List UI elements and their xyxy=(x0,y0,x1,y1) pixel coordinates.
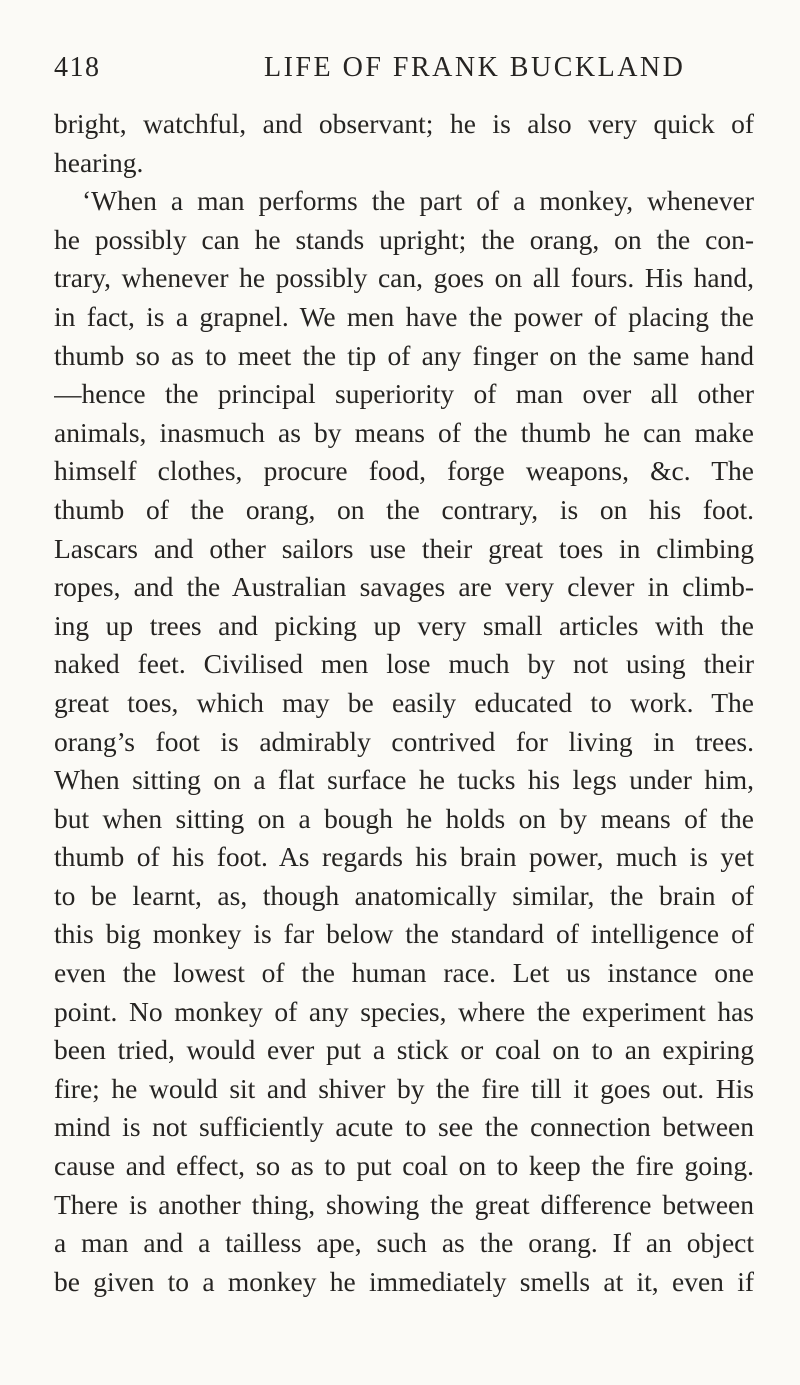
text-line: ‘When a man performs the part of a monkey, whenever xyxy=(82,185,754,217)
text-line: thumb of his foot. As regards his brain power, much is yet xyxy=(54,841,754,873)
text-line: Lascars and other sailors use their great toes in climbing xyxy=(54,532,754,564)
text-line: been tried, would ever put a stick or coal on to an expiring xyxy=(54,1034,754,1066)
text-line: naked feet. Civilised men lose much by not using their xyxy=(54,648,754,680)
text-line: When sitting on a flat surface he tucks his legs under him, xyxy=(54,764,754,796)
text-line: fire; he would sit and shiver by the fire till it goes out. His xyxy=(54,1072,754,1104)
text-line: ropes, and the Australian savages are very clever in climb- xyxy=(54,571,754,603)
text-line: but when sitting on a bough he holds on by means of the xyxy=(54,802,754,834)
text-line: thumb so as to meet the tip of any finger on the same hand xyxy=(54,339,754,371)
text-line: even the lowest of the human race. Let us instance one xyxy=(54,957,754,989)
text-line: be given to a monkey he immediately smells at it, even if xyxy=(54,1265,754,1297)
text-line: mind is not sufficiently acute to see the connection between xyxy=(54,1111,754,1143)
text-line: cause and effect, so as to put coal on to keep the fire going. xyxy=(54,1150,754,1182)
text-line: to be learnt, as, though anatomically similar, the brain of xyxy=(54,879,754,911)
page-header xyxy=(54,52,754,86)
body-text xyxy=(54,105,754,1301)
text-line: trary, whenever he possibly can, goes on all fours. His hand, xyxy=(54,262,754,294)
text-line: a man and a tailless ape, such as the orang. If an object xyxy=(54,1227,754,1259)
page-number: 418 xyxy=(54,52,101,83)
text-line: orang’s foot is admirably contrived for living in trees. xyxy=(54,725,754,757)
text-line: this big monkey is far below the standard of intelligence of xyxy=(54,918,754,950)
text-line: hearing. xyxy=(54,146,144,178)
text-line: point. No monkey of any species, where the experiment has xyxy=(54,995,754,1027)
text-line: ing up trees and picking up very small articles with the xyxy=(54,609,754,641)
text-line: great toes, which may be easily educated to work. The xyxy=(54,686,754,718)
text-line: —hence the principal superiority of man over all other xyxy=(54,378,754,410)
text-line: animals, inasmuch as by means of the thumb he can make xyxy=(54,416,754,448)
text-line: There is another thing, showing the great difference between xyxy=(54,1188,754,1220)
text-line: in fact, is a grapnel. We men have the power of placing the xyxy=(54,300,754,332)
text-line: he possibly can he stands upright; the orang, on the con- xyxy=(54,223,754,255)
running-title: LIFE OF FRANK BUCKLAND xyxy=(264,52,686,83)
text-line: bright, watchful, and observant; he is also very quick of xyxy=(54,108,754,139)
text-line: himself clothes, procure food, forge weapons, &c. The xyxy=(54,455,754,487)
text-line: thumb of the orang, on the contrary, is on his foot. xyxy=(54,493,754,525)
